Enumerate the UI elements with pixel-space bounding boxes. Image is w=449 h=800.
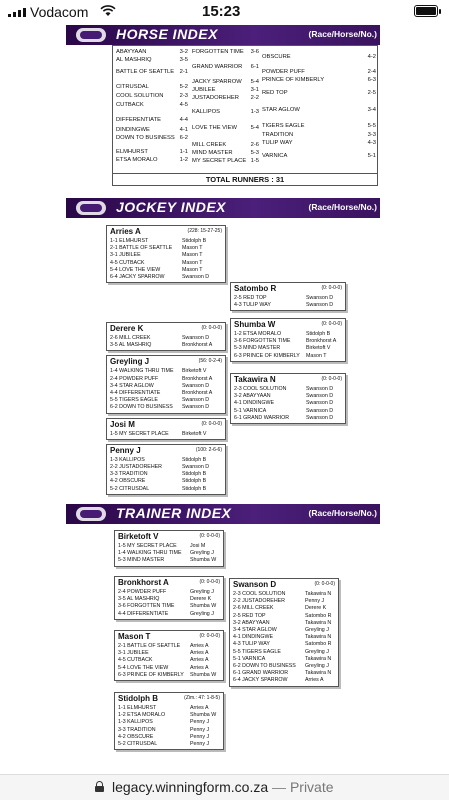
jockey-name: Takawira N <box>305 670 332 677</box>
race-horse-number: 4-4 <box>179 117 188 123</box>
race-horse-number: 6-2 <box>179 135 188 141</box>
winningform-logo <box>76 201 106 215</box>
horse-index-entry <box>116 157 188 163</box>
url-text[interactable] <box>112 779 334 795</box>
race-horse: 4-5 CUTBACK <box>110 259 145 266</box>
jockey-name: Takawira N <box>305 619 332 626</box>
race-horse-number: 6-3 <box>367 77 376 83</box>
horse-name: JACKY SPARROW <box>192 79 242 85</box>
horse-name: TIGERS EAGLE <box>262 123 305 129</box>
jockey-stats: (0: 0-0-0) <box>321 321 342 327</box>
horse-index-entry <box>116 84 188 90</box>
race-horse: 5-3 MIND MASTER <box>234 345 281 352</box>
horse-name: LOVE THE VIEW <box>192 125 237 131</box>
jockey-name: Penny J <box>190 741 210 747</box>
horse-name: RED TOP <box>262 90 288 96</box>
race-horse: 6-1 GRAND WARRIOR <box>234 414 290 421</box>
horse-index-entry <box>116 117 188 123</box>
jockey-index-header <box>66 198 380 218</box>
race-horse: 3-2 ABAYYAAN <box>234 393 271 400</box>
horse-name: COOL SOLUTION <box>116 93 164 99</box>
url-separator: — <box>272 779 287 795</box>
horse-index-entry <box>192 87 259 93</box>
race-horse: 2-3 COOL SOLUTION <box>234 386 287 392</box>
horse-index-entry <box>262 69 376 75</box>
race-horse: 5-2 CITRUSDAL <box>110 485 150 492</box>
jockey-name: Greyling J <box>305 648 329 655</box>
winningform-logo <box>76 28 106 42</box>
jockey-name: Greyling J <box>190 550 214 557</box>
horse-index-entry <box>192 142 259 148</box>
horse-index-entry <box>262 90 376 96</box>
jockey-name: Shumba W <box>190 671 217 678</box>
horse-name: JUBILEE <box>192 87 216 93</box>
race-horse-number: 3-5 <box>179 57 188 63</box>
horse-name: GRAND WARRIOR <box>192 64 243 70</box>
lock-icon <box>95 781 104 792</box>
horse-index-entry <box>116 135 188 141</box>
race-horse: 5-3 MIND MASTER <box>118 557 165 564</box>
jockey-name: Greyling J <box>190 610 214 617</box>
trainer-name: Bronkhorst A <box>182 342 213 349</box>
jockey-card <box>106 418 226 440</box>
race-horse-number: 2-3 <box>179 93 188 99</box>
trainer-name: Swanson D <box>182 404 210 411</box>
race-horse-number: 5-1 <box>367 153 376 159</box>
trainer-name: Swanson D <box>182 397 210 404</box>
race-horse: 1-4 WALKING THRU TIME <box>118 550 182 557</box>
section-title: TRAINER INDEX <box>116 505 232 521</box>
race-horse: 5-5 TIGERS EAGLE <box>233 648 281 655</box>
race-horse: 6-1 GRAND WARRIOR <box>233 670 289 677</box>
race-horse: 4-2 OBSCURE <box>118 733 154 740</box>
trainer-name: Swanson D <box>306 414 334 421</box>
jockey-card <box>230 373 346 424</box>
trainer-name: Birketoft V <box>118 532 159 541</box>
horse-index-entry <box>262 77 376 83</box>
race-horse: 5-1 VARNICA <box>234 407 267 414</box>
jockey-stats: (100: 2-6-6) <box>195 446 222 453</box>
trainer-name: Bronkhorst A <box>306 338 337 345</box>
jockey-name: Penny J <box>190 726 210 733</box>
jockey-name: Arries A <box>190 650 209 657</box>
race-horse: 2-4 POWDER PUFF <box>110 375 159 382</box>
race-horse: 3-3 TRADITION <box>110 471 148 478</box>
trainer-name: Stidolph B <box>182 478 207 485</box>
jockey-name: Josi M <box>190 543 206 549</box>
horse-index-entry <box>192 64 259 70</box>
trainer-name: Birketoft V <box>182 368 207 375</box>
race-horse-number: 5-4 <box>250 125 259 131</box>
trainer-name: Stidolph B <box>182 238 207 244</box>
race-horse-number: 1-1 <box>179 149 188 155</box>
race-horse-number: 2-6 <box>250 142 259 148</box>
race-horse: 2-6 MILL CREEK <box>233 605 274 612</box>
jockey-card <box>230 282 346 311</box>
horse-index-entry <box>116 149 188 155</box>
horse-index-entry <box>116 57 188 63</box>
jockey-name: Greyling J <box>305 663 329 669</box>
race-horse: 3-6 FORGOTTEN TIME <box>234 338 291 345</box>
race-horse-number: 3-6 <box>250 49 259 55</box>
trainer-card <box>114 692 224 750</box>
trainer-name: Stidolph B <box>182 485 207 492</box>
trainer-name: Swanson D <box>306 386 334 392</box>
horse-name: ABAYYAAN <box>116 49 147 55</box>
race-horse: 2-2 JUSTADOREHER <box>233 598 285 605</box>
browser-url-bar[interactable] <box>0 774 449 800</box>
jockey-name: Takawira N <box>305 655 332 662</box>
race-horse: 6-4 JACKY SPARROW <box>233 677 288 684</box>
trainer-stats: (0: 0-0-0) <box>199 633 220 639</box>
race-horse: 3-5 AL MASHRIQ <box>110 342 152 349</box>
trainer-name: Swanson D <box>182 274 210 280</box>
race-horse: 1-4 WALKING THRU TIME <box>110 368 174 375</box>
race-horse: 4-2 OBSCURE <box>110 478 146 485</box>
jockey-name: Takawira N <box>305 634 332 641</box>
race-horse: 2-6 MILL CREEK <box>110 335 151 341</box>
horse-name: ETSA MORALO <box>116 157 158 163</box>
race-horse: 3-5 AL MASHRIQ <box>118 596 160 603</box>
race-horse: 1-5 MY SECRET PLACE <box>118 543 177 549</box>
horse-name: OBSCURE <box>262 54 291 60</box>
horse-name: DIFFERENTIATE <box>116 117 161 123</box>
race-horse: 3-4 STAR AGLOW <box>110 382 154 389</box>
race-horse: 4-3 TULIP WAY <box>233 641 270 648</box>
jockey-stats: (56: 0-2-4) <box>198 358 222 365</box>
race-horse: 3-3 TRADITION <box>118 726 156 733</box>
trainer-stats: (0: 0-0-0) <box>199 579 220 585</box>
carrier-name: Vodacom <box>30 4 89 20</box>
trainer-name: Mason T <box>182 266 203 273</box>
race-horse-number: 1-5 <box>250 158 259 164</box>
jockey-name: Shumba W <box>190 603 217 610</box>
trainer-name: Stidolph B <box>182 471 207 478</box>
trainer-name: Stidolph B <box>182 456 207 463</box>
race-horse-number: 3-2 <box>179 49 188 55</box>
horse-index-header <box>66 25 380 45</box>
horse-index-entry <box>116 69 188 75</box>
race-horse-number: 2-5 <box>367 90 376 96</box>
trainer-name: Bronkhorst A <box>182 389 213 396</box>
horse-name: CUTBACK <box>116 102 144 108</box>
trainer-name: Swanson D <box>182 463 210 470</box>
jockey-stats: (0: 0-0-0) <box>201 420 222 427</box>
trainer-stats: (0: 0-0-0) <box>199 533 220 539</box>
trainer-card <box>229 578 339 687</box>
jockey-name: Takawira N <box>305 591 332 597</box>
race-horse-number: 3-4 <box>367 107 376 113</box>
trainer-name: Swanson D <box>182 382 210 389</box>
horse-name: KALLIPOS <box>192 109 221 115</box>
horse-name: ELMHURST <box>116 149 148 155</box>
jockey-card <box>106 322 226 351</box>
race-horse: 2-5 RED TOP <box>234 295 267 301</box>
race-horse-number: 2-2 <box>250 95 259 101</box>
race-horse-number: 4-3 <box>367 140 376 146</box>
total-runners: TOTAL RUNNERS : 31 <box>205 175 285 184</box>
jockey-stats: (0: 0-0-0) <box>321 285 342 291</box>
horse-name: DINDINGWE <box>116 127 150 133</box>
jockey-name: Satombo R <box>234 284 277 293</box>
trainer-name: Mason T <box>182 259 203 266</box>
horse-index-entry <box>262 132 376 138</box>
horse-name: TULIP WAY <box>262 140 293 146</box>
horse-index-entry <box>192 158 259 164</box>
private-mode-label: Private <box>289 779 334 795</box>
horse-index-entry <box>116 102 188 108</box>
trainer-name: Swanson D <box>306 302 334 309</box>
jockey-card <box>106 355 226 413</box>
race-horse: 4-1 DINDINGWE <box>234 400 275 407</box>
race-horse: 6-2 DOWN TO BUSINESS <box>110 404 173 411</box>
jockey-stats: (0: 0-0-0) <box>201 325 222 331</box>
horse-index-table <box>112 45 378 186</box>
horse-name: TRADITION <box>262 132 294 138</box>
winningform-logo <box>76 507 106 521</box>
race-horse: 4-1 DINDINGWE <box>233 634 274 641</box>
race-horse-number: 2-4 <box>367 69 376 75</box>
race-horse: 2-4 POWDER PUFF <box>118 589 167 595</box>
jockey-name: Greyling J <box>305 627 329 633</box>
race-horse-number: 5-4 <box>250 79 259 85</box>
race-horse: 3-6 FORGOTTEN TIME <box>118 603 175 610</box>
race-horse: 5-5 TIGERS EAGLE <box>110 397 158 404</box>
horse-index-entry <box>262 140 376 146</box>
race-horse: 3-1 JUBILEE <box>110 252 141 259</box>
race-horse-number: 5-5 <box>367 123 376 129</box>
jockey-name: Arries A <box>190 664 209 671</box>
jockey-name: Derere K <box>110 324 144 333</box>
wifi-icon <box>100 5 116 17</box>
race-horse-number: 4-2 <box>367 54 376 60</box>
race-horse: 4-4 DIFFERENTIATE <box>118 610 169 617</box>
battery-icon <box>414 5 438 17</box>
trainer-index-header <box>66 504 380 524</box>
jockey-name: Penny J <box>190 719 210 726</box>
race-horse-number: 5-2 <box>179 84 188 90</box>
horse-index-entry <box>262 153 376 159</box>
section-subtitle: (Race/Horse/No.) <box>308 202 377 212</box>
jockey-name: Shumba W <box>190 712 217 719</box>
race-horse: 4-4 DIFFERENTIATE <box>110 389 161 396</box>
race-horse: 3-2 ABAYYAAN <box>233 619 270 626</box>
horse-name: CITRUSDAL <box>116 84 149 90</box>
horse-index-entry <box>262 107 376 113</box>
trainer-name: Birketoft V <box>306 345 331 352</box>
race-horse: 1-1 ELMHURST <box>110 238 149 244</box>
race-horse-number: 1-2 <box>179 157 188 163</box>
signal-icon <box>8 8 26 17</box>
race-horse: 4-5 CUTBACK <box>118 657 153 664</box>
section-subtitle: (Race/Horse/No.) <box>308 508 377 518</box>
trainer-name: Birketoft V <box>182 430 207 437</box>
race-horse-number: 3-1 <box>250 87 259 93</box>
horse-name: MILL CREEK <box>192 142 227 148</box>
horse-index-entry <box>192 150 259 156</box>
trainer-stats: (Zim.: 47: 1-8-5) <box>184 695 220 701</box>
jockey-name: Arries A <box>190 705 209 711</box>
horse-index-entry <box>262 54 376 60</box>
jockey-name: Arries A <box>190 643 209 649</box>
section-subtitle: (Race/Horse/No.) <box>308 29 377 39</box>
jockey-stats: (0: 0-0-0) <box>321 376 342 382</box>
trainer-name: Mason T <box>118 632 151 641</box>
trainer-name: Bronkhorst A <box>182 375 213 382</box>
horse-name: JUSTADOREHER <box>192 95 239 101</box>
jockey-name: Arries A <box>305 677 324 684</box>
jockey-card <box>106 225 226 283</box>
jockey-name: Greyling J <box>190 589 214 595</box>
race-horse: 6-4 JACKY SPARROW <box>110 274 165 280</box>
race-horse: 3-1 JUBILEE <box>118 650 149 657</box>
horse-index-entry <box>192 49 259 55</box>
jockey-name: Josi M <box>110 419 135 429</box>
jockey-name: Penny J <box>305 598 325 605</box>
race-horse: 4-3 TULIP WAY <box>234 302 271 309</box>
trainer-name: Swanson D <box>306 407 334 414</box>
jockey-name: Takawira N <box>234 375 276 384</box>
race-horse: 1-3 KALLIPOS <box>118 719 153 726</box>
jockey-name: Penny J <box>190 733 210 740</box>
horse-name: PRINCE OF KIMBERLY <box>262 77 325 83</box>
jockey-card <box>106 444 226 495</box>
race-horse: 6-3 PRINCE OF KIMBERLY <box>234 352 300 359</box>
race-horse: 6-2 DOWN TO BUSINESS <box>233 663 296 669</box>
jockey-name: Arries A <box>190 657 209 664</box>
race-horse-number: 5-3 <box>250 150 259 156</box>
race-horse: 1-1 ELMHURST <box>118 705 157 711</box>
race-horse-number: 4-5 <box>179 102 188 108</box>
jockey-card <box>230 318 346 362</box>
url-domain: legacy.winningform.co.za <box>112 779 269 795</box>
status-bar <box>0 0 449 24</box>
horse-name: FORGOTTEN TIME <box>192 49 244 55</box>
trainer-name: Bronkhorst A <box>118 578 169 587</box>
horse-name: VARNICA <box>262 153 288 159</box>
horse-name: STAR AGLOW <box>262 107 300 113</box>
horse-index-entry <box>192 79 259 85</box>
race-horse: 5-4 LOVE THE VIEW <box>118 664 169 671</box>
jockey-name: Penny J <box>110 445 141 455</box>
race-horse: 2-1 BATTLE OF SEATTLE <box>118 643 181 649</box>
trainer-card <box>114 576 224 620</box>
race-horse: 6-3 PRINCE OF KIMBERLY <box>118 671 184 678</box>
trainer-name: Swanson D <box>182 335 210 341</box>
jockey-stats: (228: 15-27-25) <box>187 228 222 234</box>
jockey-name: Shumba W <box>190 557 217 564</box>
trainer-name: Swanson D <box>233 580 277 589</box>
section-title: HORSE INDEX <box>116 26 218 42</box>
trainer-name: Swanson D <box>306 393 334 400</box>
race-horse: 2-1 BATTLE OF SEATTLE <box>110 245 173 252</box>
horse-index-entry <box>262 123 376 129</box>
horse-index-entry <box>192 109 259 115</box>
trainer-name: Stidolph B <box>306 331 331 337</box>
horse-index-entry <box>192 95 259 101</box>
jockey-name: Greyling J <box>110 357 150 367</box>
race-horse: 5-1 VARNICA <box>233 655 266 662</box>
horse-name: BATTLE OF SEATTLE <box>116 69 175 75</box>
jockey-name: Satombo R <box>305 612 332 619</box>
race-horse: 1-3 KALLIPOS <box>110 456 145 463</box>
trainer-card <box>114 530 224 567</box>
horse-index-entry <box>192 125 259 131</box>
race-horse: 1-2 ETSA MORALO <box>234 331 282 337</box>
horse-name: POWDER PUFF <box>262 69 305 75</box>
horse-index-entry <box>116 49 188 55</box>
race-horse-number: 3-3 <box>367 132 376 138</box>
horse-index-entry <box>116 93 188 99</box>
race-horse-number: 2-1 <box>179 69 188 75</box>
trainer-name: Mason T <box>306 352 327 359</box>
trainer-name: Stidolph B <box>118 694 158 703</box>
race-horse: 2-2 JUSTADOREHER <box>110 463 162 470</box>
race-horse: 5-2 CITRUSDAL <box>118 741 158 747</box>
trainer-name: Mason T <box>182 252 203 259</box>
jockey-name: Derere K <box>305 605 327 612</box>
race-horse-number: 4-1 <box>179 127 188 133</box>
jockey-name: Shumba W <box>234 320 276 329</box>
jockey-name: Arries A <box>110 227 141 236</box>
race-horse: 5-4 LOVE THE VIEW <box>110 266 161 273</box>
race-horse: 2-5 RED TOP <box>233 612 266 619</box>
section-title: JOCKEY INDEX <box>116 199 226 215</box>
race-horse-number: 6-1 <box>250 64 259 70</box>
clock: 15:23 <box>202 3 241 20</box>
trainer-name: Swanson D <box>306 295 334 301</box>
race-horse-number: 1-3 <box>250 109 259 115</box>
horse-name: MIND MASTER <box>192 150 233 156</box>
race-horse: 2-3 COOL SOLUTION <box>233 591 286 597</box>
jockey-name: Derere K <box>190 596 212 603</box>
jockey-name: Satombo R <box>305 641 332 648</box>
race-horse: 3-4 STAR AGLOW <box>233 627 277 633</box>
trainer-name: Mason T <box>182 245 203 252</box>
trainer-stats: (0: 0-0-0) <box>314 581 335 587</box>
trainer-name: Swanson D <box>306 400 334 407</box>
race-horse: 1-2 ETSA MORALO <box>118 712 166 719</box>
horse-name: MY SECRET PLACE <box>192 158 247 164</box>
race-horse: 1-5 MY SECRET PLACE <box>110 430 169 437</box>
horse-index-entry <box>116 127 188 133</box>
horse-name: DOWN TO BUSINESS <box>116 135 175 141</box>
trainer-card <box>114 630 224 681</box>
horse-name: AL MASHRIQ <box>116 57 152 63</box>
